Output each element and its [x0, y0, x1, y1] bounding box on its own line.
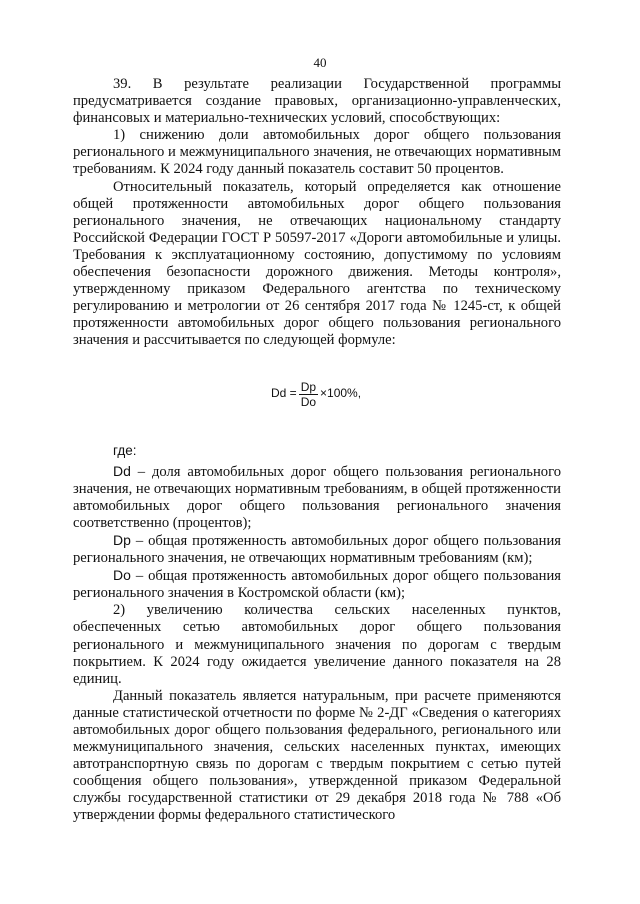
paragraph-natural-indicator: Данный показатель является натуральным, при расчете применяются данные статистической отчетности по форме № 2-ДГ «Сведения о категориях автомобильных дорог общего пользования федерального, регионального или межмуниципального значения, сельских населенных пунктах, имеющих автотранспортную связь по дорогам с твердым покрытием с сетью путей сообщения общего пользования», утвержденной приказом Федеральной службы государственной статистики от 29 декабря 2018 года № 788 «Об утверждении формы федерального статистического — [73, 687, 561, 824]
definition-do — [73, 567, 561, 602]
where-label: где: — [113, 442, 137, 458]
definition-text: – общая протяженность автомобильных дорог общего пользования регионального значения, не отвечающих нормативным требованиям (км); — [73, 532, 561, 567]
definition-symbol: Dd — [113, 462, 131, 479]
definition-symbol: Dp — [113, 531, 131, 548]
document-body — [73, 76, 561, 825]
formula-fraction — [299, 380, 318, 409]
definition-text: – доля автомобильных дорог общего пользования регионального значения, не отвечающих нормативным требованиям, в общей протяженности автомобильных дорог общего пользования регионального значения соответственно (процентов); — [73, 463, 561, 531]
definition-symbol: Do — [113, 567, 131, 584]
definition-dp — [73, 532, 561, 567]
paragraph-item-2: 2) увеличению количества сельских населенных пунктов, обеспеченных сетью автомобильных дорог общего пользования регионального и межмуниципального значения по дорогам с твердым покрытием. К 2024 году ожидается увеличение данного показателя на 28 единиц. — [73, 602, 561, 687]
definition-text: – общая протяженность автомобильных дорог общего пользования регионального значения в Костромской области (км); — [73, 568, 561, 602]
paragraph-39: 39. В результате реализации Государственной программы предусматривается создание правовых, организационно-управленческих, финансовых и материально-технических условий, способствующих: — [73, 76, 561, 127]
definition-dd — [73, 463, 561, 532]
paragraph-item-1: 1) снижению доли автомобильных дорог общего пользования регионального и межмуниципального значения, не отвечающих нормативным требованиям. К 2024 году данный показатель составит 50 процентов. — [73, 127, 561, 178]
formula-rhs: ×100%, — [320, 386, 362, 401]
formula-denominator: Do — [300, 394, 317, 409]
paragraph-relative-indicator: Относительный показатель, который определяется как отношение общей протяженности автомобильных дорог общего пользования регионального значения, не отвечающих национальному стандарту Российской Федерации ГОСТ Р 50597-2017 «Дороги автомобильные и улицы. Требования к эксплуатационному состоянию, допустимому по условиям обеспечения безопасности дорожного движения. Методы контроля», утвержденному приказом Федерального агентства по техническому регулированию и метрологии от 26 сентября 2017 года № 1245-ст, к общей протяженности автомобильных дорог общего пользования регионального значения и рассчитывается по следующей формуле: — [73, 178, 561, 349]
formula-numerator: Dp — [300, 379, 317, 394]
formula-block — [73, 364, 561, 428]
formula — [271, 380, 361, 409]
page-number: 40 — [313, 55, 327, 70]
formula-lhs: Dd = — [271, 386, 297, 401]
